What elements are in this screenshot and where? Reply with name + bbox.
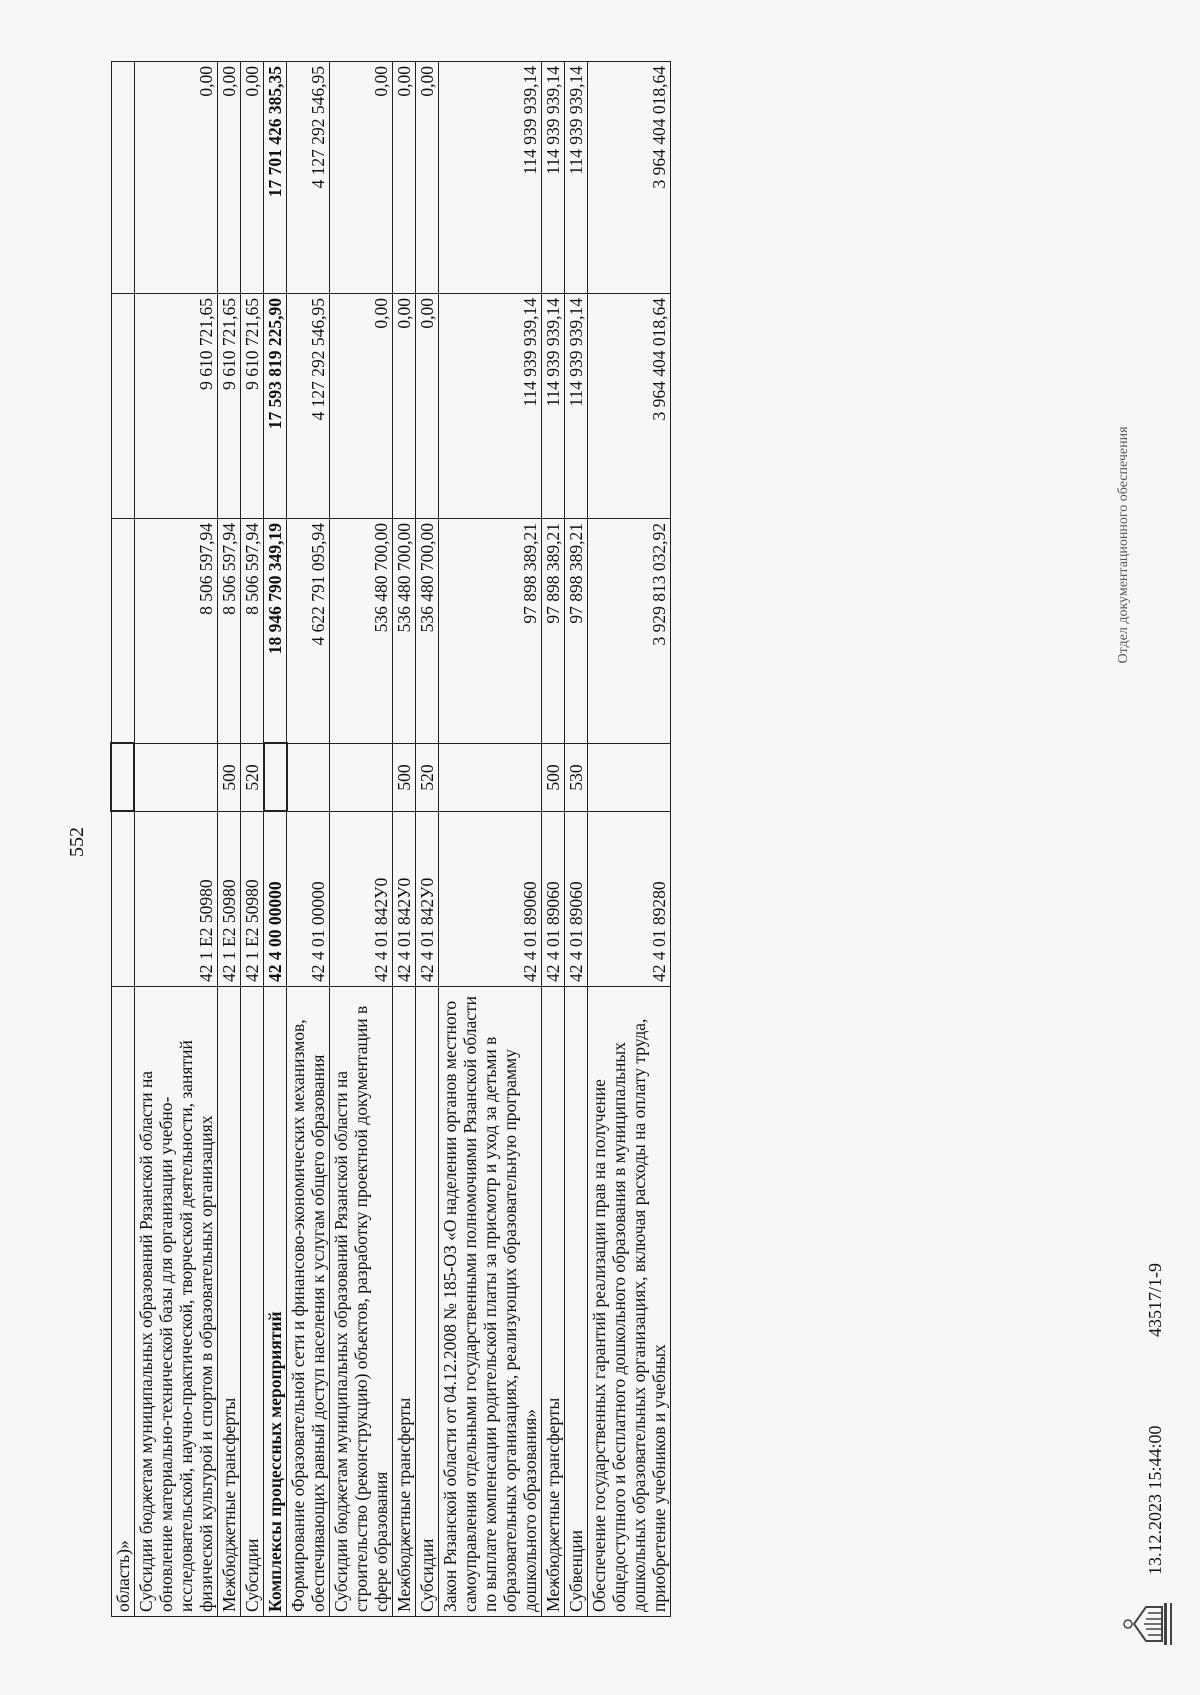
row-code-cell: 42 4 01 842У0 (393, 812, 416, 987)
row-name-cell: Субсидии бюджетам муниципальных образований Рязанской области на строительство (реконструкцию) объектов, разработку проектной документации в сфере образования (330, 987, 393, 1617)
row-code-cell: 42 4 01 89060 (565, 812, 588, 987)
row-expense-type-cell: 500 (393, 744, 416, 812)
row-code-cell: 42 4 01 842У0 (330, 812, 393, 987)
row-value-2024-cell: 8 506 597,94 (240, 519, 264, 744)
row-code-cell: 42 4 00 00000 (264, 812, 287, 987)
row-value-2025-cell: 114 939 939,14 (565, 294, 588, 519)
row-value-2024-cell (111, 519, 134, 744)
row-code-cell (111, 812, 134, 987)
table-row (542, 62, 565, 1617)
row-expense-type-cell (287, 744, 330, 812)
row-code-cell: 42 1 E2 50980 (240, 812, 264, 987)
row-expense-type-cell: 500 (217, 744, 240, 812)
row-name-cell: Закон Рязанской области от 04.12.2008 № 185-ОЗ «О наделении органов местного самоуправления отдельными государственными полномочиями Рязанской области по выплате компенсации родительской платы за присмотр и уход за детьми в образовательных организациях, реализующих образовательную программу дошкольного образования» (439, 987, 542, 1617)
row-value-2024-cell: 97 898 389,21 (439, 519, 542, 744)
footer-date: 13.12.2023 15:44:00 (1145, 1425, 1165, 1575)
row-value-2024-cell: 3 929 813 032,92 (588, 519, 671, 744)
row-value-2024-cell: 8 506 597,94 (134, 519, 217, 744)
row-name-cell: Межбюджетные трансферты (542, 987, 565, 1617)
row-code-cell: 42 4 01 00000 (287, 812, 330, 987)
table-row (588, 62, 671, 1617)
row-expense-type-cell: 530 (565, 744, 588, 812)
row-value-2026-cell: 0,00 (217, 62, 240, 294)
row-value-2025-cell: 0,00 (393, 294, 416, 519)
table-row (439, 62, 542, 1617)
footer-registration-number: 43517/1-9 (1145, 1263, 1165, 1337)
duma-emblem-icon (1120, 1599, 1178, 1649)
row-name-cell: Субсидии (416, 987, 439, 1617)
row-code-cell: 42 1 E2 50980 (134, 812, 217, 987)
row-value-2025-cell: 0,00 (416, 294, 439, 519)
row-value-2024-cell: 536 480 700,00 (416, 519, 439, 744)
row-name-cell: область)» (111, 987, 134, 1617)
row-code-cell: 42 4 01 89280 (588, 812, 671, 987)
row-expense-type-cell (134, 744, 217, 812)
budget-table-body (111, 62, 671, 1617)
row-value-2026-cell: 114 939 939,14 (565, 62, 588, 294)
table-row (134, 62, 217, 1617)
row-value-2025-cell: 9 610 721,65 (217, 294, 240, 519)
row-code-cell: 42 1 E2 50980 (217, 812, 240, 987)
row-value-2026-cell: 3 964 404 018,64 (588, 62, 671, 294)
row-value-2025-cell (111, 294, 134, 519)
row-value-2024-cell: 4 622 791 095,94 (287, 519, 330, 744)
row-name-cell: Субсидии бюджетам муниципальных образований Рязанской области на обновление материально-технической базы для организации учебно-исследовательской, научно-практической, творческой деятельности, занятий физической культурой и спортом в образовательных организациях (134, 987, 217, 1617)
table-row (330, 62, 393, 1617)
row-code-cell: 42 4 01 842У0 (416, 812, 439, 987)
budget-table (110, 61, 671, 1617)
row-value-2026-cell: 4 127 292 546,95 (287, 62, 330, 294)
row-value-2026-cell: 17 701 426 385,35 (264, 62, 287, 294)
row-code-cell: 42 4 01 89060 (542, 812, 565, 987)
table-row (111, 62, 134, 1617)
department-stamp: Отдел документационного обеспечения (1116, 426, 1131, 664)
row-value-2025-cell: 4 127 292 546,95 (287, 294, 330, 519)
row-value-2025-cell: 9 610 721,65 (134, 294, 217, 519)
row-name-cell: Обеспечение государственных гарантий реализации прав на получение общедоступного и бесплатного дошкольного образования в муниципальных дошкольных образовательных организациях, включая расходы на оплату труда, приобретение учебников и учебных (588, 987, 671, 1617)
row-value-2024-cell: 97 898 389,21 (542, 519, 565, 744)
row-expense-type-cell: 520 (240, 744, 264, 812)
row-value-2024-cell: 536 480 700,00 (393, 519, 416, 744)
row-name-cell: Субвенции (565, 987, 588, 1617)
row-value-2026-cell: 0,00 (416, 62, 439, 294)
row-value-2026-cell: 114 939 939,14 (542, 62, 565, 294)
row-expense-type-cell: 500 (542, 744, 565, 812)
row-expense-type-cell (111, 744, 134, 812)
row-value-2025-cell: 114 939 939,14 (439, 294, 542, 519)
row-value-2026-cell: 0,00 (134, 62, 217, 294)
row-value-2024-cell: 8 506 597,94 (217, 519, 240, 744)
row-value-2025-cell: 114 939 939,14 (542, 294, 565, 519)
table-row (565, 62, 588, 1617)
row-expense-type-cell (330, 744, 393, 812)
row-value-2025-cell: 3 964 404 018,64 (588, 294, 671, 519)
table-row (240, 62, 264, 1617)
row-value-2024-cell: 97 898 389,21 (565, 519, 588, 744)
table-row (416, 62, 439, 1617)
table-row (217, 62, 240, 1617)
row-name-cell: Межбюджетные трансферты (217, 987, 240, 1617)
row-name-cell: Комплексы процессных мероприятий (264, 987, 287, 1617)
row-value-2026-cell: 0,00 (330, 62, 393, 294)
row-value-2025-cell: 17 593 819 225,90 (264, 294, 287, 519)
row-value-2024-cell: 18 946 790 349,19 (264, 519, 287, 744)
row-value-2026-cell: 0,00 (240, 62, 264, 294)
row-name-cell: Формирование образовательной сети и финансово-экономических механизмов, обеспечивающих равный доступ населения к услугам общего образования (287, 987, 330, 1617)
row-expense-type-cell (264, 744, 287, 812)
row-name-cell: Субсидии (240, 987, 264, 1617)
row-expense-type-cell: 520 (416, 744, 439, 812)
row-value-2026-cell (111, 62, 134, 294)
row-name-cell: Межбюджетные трансферты (393, 987, 416, 1617)
row-value-2026-cell: 114 939 939,14 (439, 62, 542, 294)
row-value-2026-cell: 0,00 (393, 62, 416, 294)
row-code-cell: 42 4 01 89060 (439, 812, 542, 987)
row-expense-type-cell (439, 744, 542, 812)
table-row (393, 62, 416, 1617)
table-row (287, 62, 330, 1617)
table-row (264, 62, 287, 1617)
row-value-2025-cell: 9 610 721,65 (240, 294, 264, 519)
row-value-2024-cell: 536 480 700,00 (330, 519, 393, 744)
page-number: 552 (66, 827, 88, 857)
row-expense-type-cell (588, 744, 671, 812)
row-value-2025-cell: 0,00 (330, 294, 393, 519)
